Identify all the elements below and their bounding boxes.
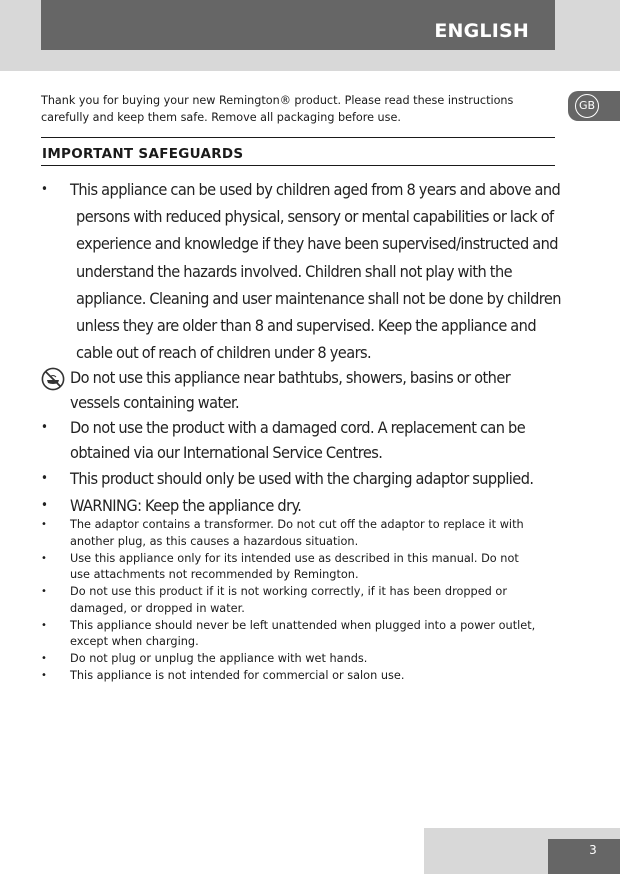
list-item-text: Use this appliance only for its intended use as described in this manual. Do not use attachments not recommended by Remington. (70, 551, 519, 581)
list-item (41, 584, 541, 617)
bullet-marker: • (41, 182, 48, 197)
no-water-icon (41, 367, 65, 391)
large-safeguards-list (41, 176, 561, 518)
country-code-badge: GB (575, 94, 599, 118)
list-item (41, 651, 541, 668)
list-item-text: Do not use the product with a damaged cord. A replacement can be obtained via our International Service Centres. (70, 418, 526, 462)
small-safeguards-list (41, 517, 541, 685)
bullet-marker: • (41, 420, 48, 436)
language-bar (41, 0, 555, 50)
list-item (41, 551, 541, 584)
list-item (41, 176, 561, 366)
bullet-marker: • (41, 619, 47, 631)
list-item-text: Do not use this appliance near bathtubs, showers, basins or other vessels containing water. (70, 368, 511, 412)
bullet-marker: • (41, 497, 48, 513)
bullet-marker: • (41, 552, 47, 564)
page-number-box (548, 839, 620, 874)
list-item-text: WARNING: Keep the appliance dry. (70, 495, 302, 515)
list-item (41, 618, 541, 651)
bullet-marker: • (41, 586, 47, 597)
country-tab (568, 91, 620, 121)
bullet-marker: • (41, 471, 48, 487)
heading-bottom-rule (41, 165, 555, 166)
list-item-text: This appliance is not intended for commercial or salon use. (70, 669, 405, 682)
bullet-marker: • (41, 653, 47, 664)
list-item (41, 494, 561, 519)
page-number: 3 (589, 843, 597, 857)
list-item-text: The adaptor contains a transformer. Do not cut off the adaptor to replace it with another plug, as this causes a hazardous situation. (70, 518, 524, 548)
bullet-marker: • (41, 670, 47, 681)
language-label: ENGLISH (434, 20, 529, 42)
intro-paragraph: Thank you for buying your new Remington® product. Please read these instructions carefully and keep them safe. Remove all packaging before use. (41, 94, 514, 124)
section-heading: IMPORTANT SAFEGUARDS (42, 146, 244, 162)
heading-top-rule (41, 137, 555, 138)
bullet-marker: • (41, 519, 47, 530)
list-item (41, 366, 561, 415)
list-item (41, 467, 561, 492)
list-item (41, 517, 541, 550)
list-item-text: This appliance should never be left unattended when plugged into a power outlet, except when charging. (70, 618, 536, 648)
list-item-text: Do not use this product if it is not working correctly, if it has been dropped or damaged, or dropped in water. (70, 585, 507, 615)
list-item (41, 416, 561, 465)
list-item-text: This product should only be used with the charging adaptor supplied. (70, 469, 534, 489)
list-item-text: This appliance can be used by children aged from 8 years and above and persons with reduced physical, sensory or mental capabilities or lack of experience and knowledge if they have been supervised/instructed and understand the hazards involved. Children shall not play with the appliance. Cleaning and user maintenance shall not be done by children unless they are older than 8 and supervised. Keep the appliance and cable out of reach of children under 8 years. (70, 180, 561, 363)
list-item-text: Do not plug or unplug the appliance with wet hands. (70, 652, 368, 665)
list-item (41, 668, 541, 685)
